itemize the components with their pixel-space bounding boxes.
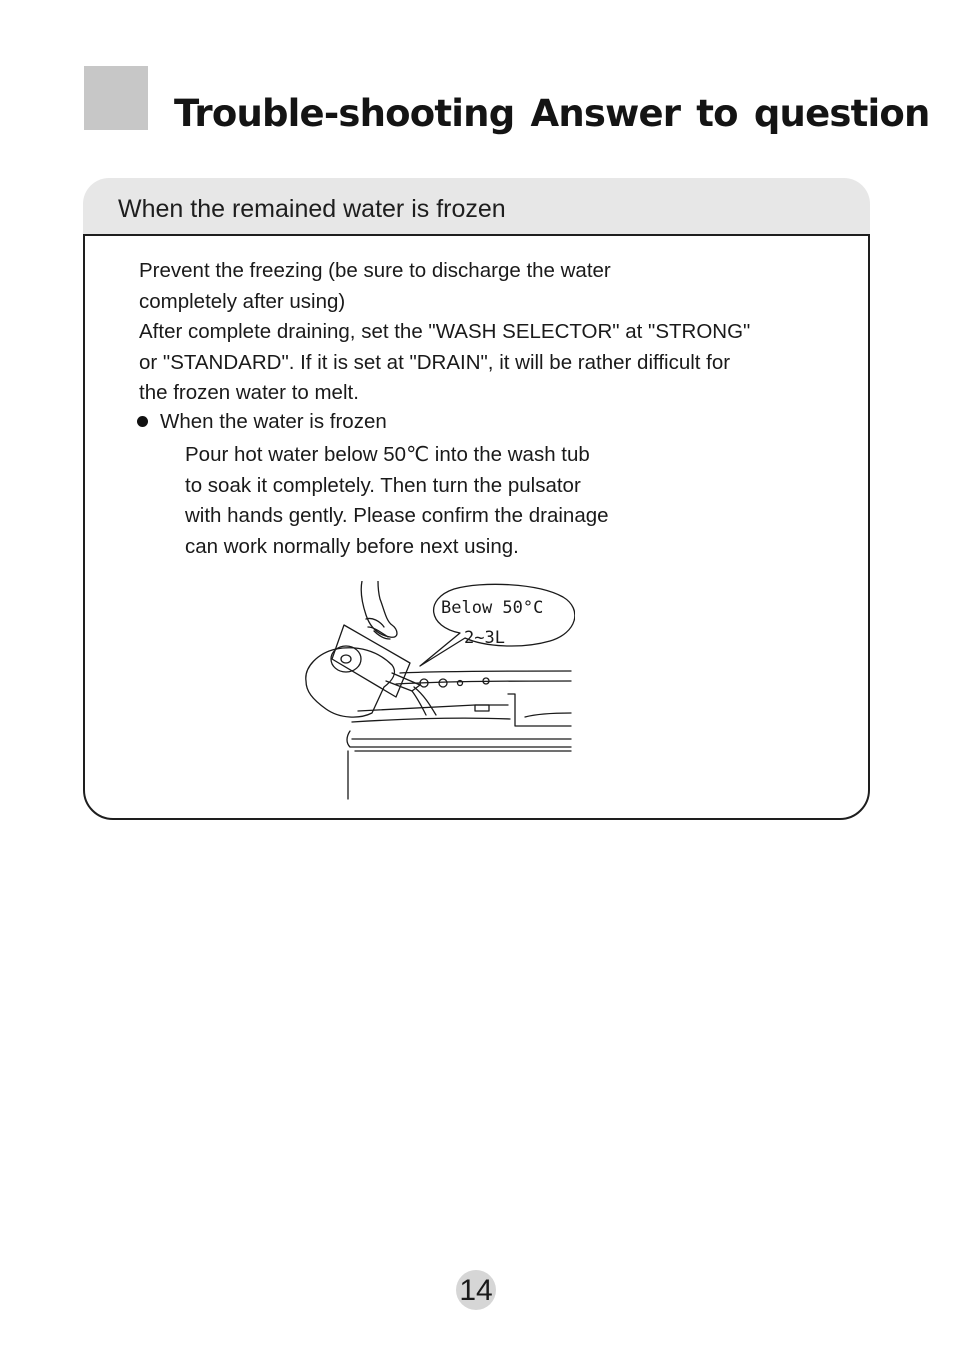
panel-header — [83, 178, 870, 234]
instruction-line: with hands gently. Please confirm the drainage — [185, 504, 609, 528]
paragraph-line: Prevent the freezing (be sure to discharge the water — [139, 259, 611, 282]
panel-body — [83, 234, 870, 820]
paragraph-line: the frozen water to melt. — [139, 381, 359, 405]
paragraph-line: or "STANDARD". If it is set at "DRAIN", it will be rather difficult for — [139, 350, 731, 374]
page-number: 14 — [459, 1274, 493, 1307]
bullet-icon — [137, 416, 148, 427]
kettle-pouring-illustration — [300, 581, 575, 801]
prevention-paragraph — [139, 256, 839, 409]
panel-heading: When the remained water is frozen — [118, 195, 506, 223]
instruction-line: can work normally before next using. — [185, 534, 519, 558]
page-title: Trouble-shooting Answer to question — [174, 92, 930, 135]
page-number-badge — [456, 1270, 496, 1310]
bullet-title: When the water is frozen — [160, 410, 387, 433]
hand-icon — [361, 581, 397, 637]
kettle-icon — [306, 648, 395, 717]
bullet-instructions — [185, 440, 705, 562]
bubble-temperature: Below 50°C — [441, 598, 544, 618]
frozen-water-panel — [83, 178, 870, 820]
paragraph-line: After complete draining, set the "WASH SELECTOR" at "STRONG" — [139, 320, 751, 344]
instruction-line: Pour hot water below 50℃ into the wash tub — [185, 443, 590, 466]
bubble-volume: 2~3L — [464, 628, 505, 648]
title-marker — [84, 66, 148, 130]
speech-bubble-icon — [420, 584, 575, 666]
instruction-line: to soak it completely. Then turn the pulsator — [185, 473, 581, 497]
washer-top-icon — [400, 671, 571, 673]
paragraph-line: completely after using) — [139, 289, 346, 313]
